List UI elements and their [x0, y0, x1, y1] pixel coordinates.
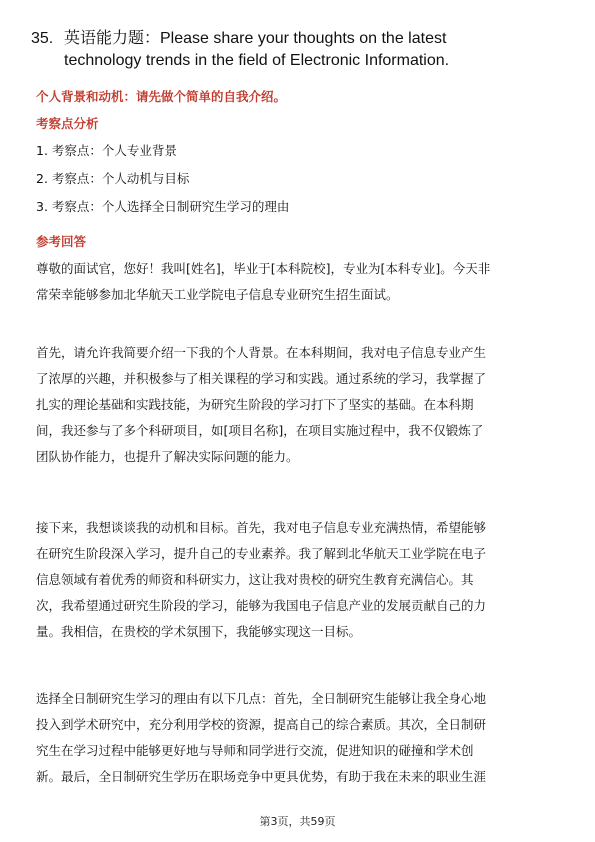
- question-text-line-1: 英语能力题：Please share your thoughts on the latest: [64, 30, 447, 47]
- page-number-footer: 第3页，共59页: [259, 815, 336, 828]
- intro-prompt: 个人背景和动机：请先做个简单的自我介绍。: [36, 89, 287, 104]
- answer-paragraph-background: [36, 340, 566, 470]
- paragraph-line: 究生在学习过程中能够更好地与导师和同学进行交流，促进知识的碰撞和学术创: [36, 743, 474, 758]
- analysis-point: 1. 考察点：个人专业背景: [36, 143, 177, 158]
- question-number: 35.: [31, 30, 54, 47]
- question-text-line-2: technology trends in the field of Electronic Information.: [64, 52, 450, 69]
- paragraph-line: 团队协作能力，也提升了解决实际问题的能力。: [36, 449, 299, 464]
- reference-heading: 参考回答: [36, 234, 87, 249]
- paragraph-line: 次，我希望通过研究生阶段的学习，能够为我国电子信息产业的发展贡献自己的力: [36, 598, 487, 613]
- paragraph-line: 了浓厚的兴趣，并积极参与了相关课程的学习和实践。通过系统的学习，我掌握了: [36, 371, 487, 386]
- paragraph-line: 尊敬的面试官，您好！我叫[姓名]，毕业于[本科院校]，专业为[本科专业]。今天非: [36, 261, 491, 276]
- answer-paragraph-reasons: [36, 686, 566, 790]
- paragraph-line: 首先，请允许我简要介绍一下我的个人背景。在本科期间，我对电子信息专业产生: [36, 345, 487, 360]
- paragraph-line: 扎实的理论基础和实践技能，为研究生阶段的学习打下了坚实的基础。在本科期: [36, 397, 474, 412]
- paragraph-line: 间，我还参与了多个科研项目，如[项目名称]，在项目实施过程中，我不仅锻炼了: [36, 423, 484, 438]
- paragraph-line: 信息领域有着优秀的师资和科研实力，这让我对贵校的研究生教育充满信心。其: [36, 572, 474, 587]
- answer-paragraph-motivation: [36, 515, 566, 645]
- paragraph-line: 接下来，我想谈谈我的动机和目标。首先，我对电子信息专业充满热情，希望能够: [36, 520, 487, 535]
- analysis-heading: 考察点分析: [36, 116, 99, 131]
- paragraph-line: 选择全日制研究生学习的理由有以下几点：首先，全日制研究生能够让我全身心地: [36, 691, 487, 706]
- paragraph-line: 常荣幸能够参加北华航天工业学院电子信息专业研究生招生面试。: [36, 287, 399, 302]
- paragraph-line: 投入到学术研究中，充分利用学校的资源，提高自己的综合素质。其次，全日制研: [36, 717, 487, 732]
- paragraph-line: 在研究生阶段深入学习，提升自己的专业素养。我了解到北华航天工业学院在电子: [36, 546, 487, 561]
- answer-paragraph-greeting: [36, 256, 566, 308]
- analysis-point: 3. 考察点：个人选择全日制研究生学习的理由: [36, 199, 290, 214]
- paragraph-line: 量。我相信，在贵校的学术氛围下，我能够实现这一目标。: [36, 624, 362, 639]
- analysis-point: 2. 考察点：个人动机与目标: [36, 171, 190, 186]
- paragraph-line: 新。最后，全日制研究生学历在职场竞争中更具优势，有助于我在未来的职业生涯: [36, 769, 487, 784]
